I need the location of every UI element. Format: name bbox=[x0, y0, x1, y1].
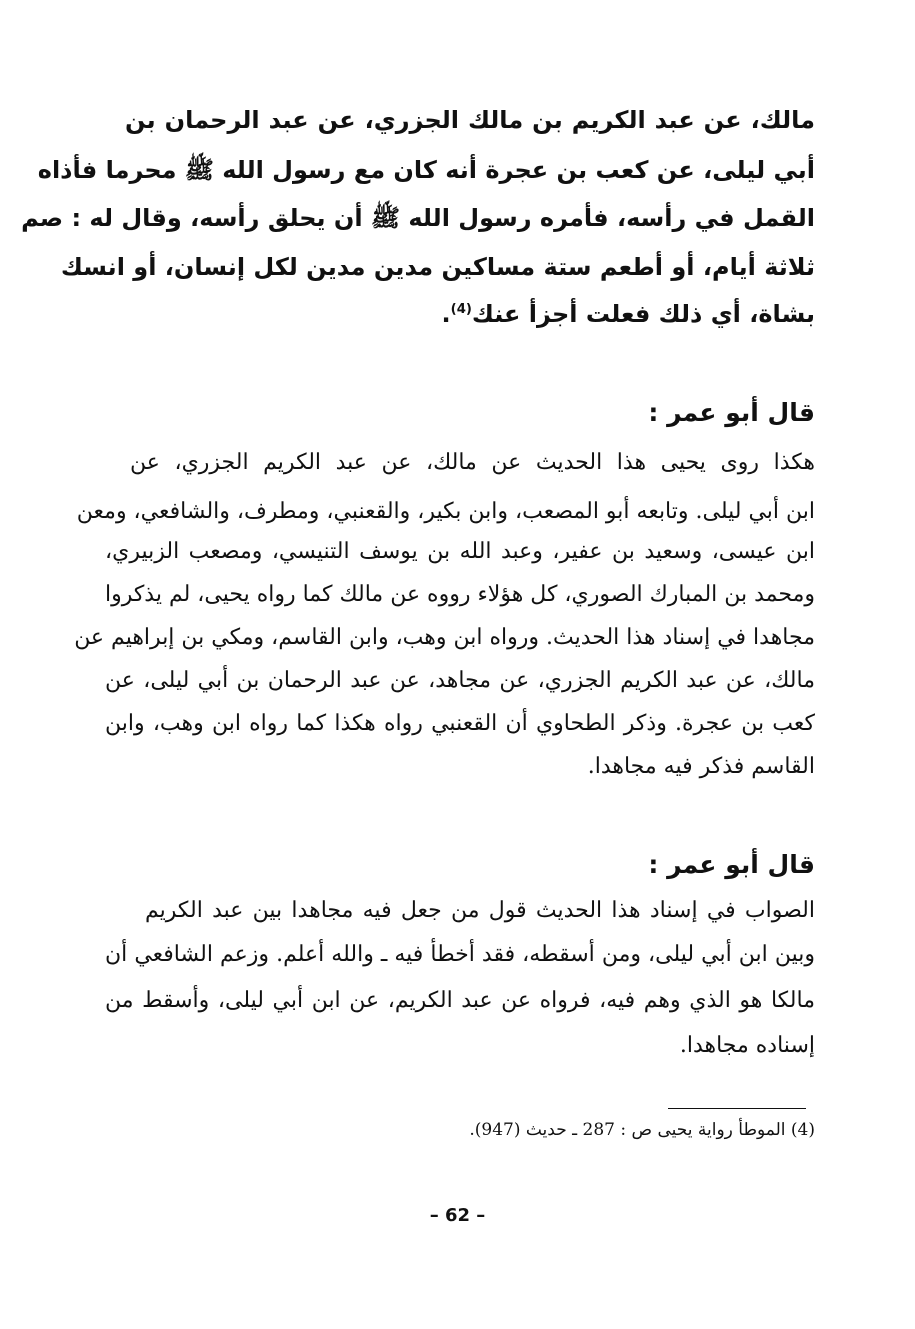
text-line: القاسم فذكر فيه مجاهدا. bbox=[587, 754, 815, 779]
text-line: وبين ابن أبي ليلى، ومن أسقطه، فقد أخطأ فيه ـ والله أعلم. وزعم الشافعي أن bbox=[105, 942, 815, 967]
section-heading: قال أبو عمر : bbox=[648, 850, 815, 879]
text-line: الصواب في إسناد هذا الحديث قول من جعل فيه مجاهدا بين عبد الكريم bbox=[145, 898, 815, 923]
text-line: مالك، عن عبد الكريم بن مالك الجزري، عن عبد الرحمان بن bbox=[125, 106, 815, 134]
text-line: ومحمد بن المبارك الصوري، كل هؤلاء رووه عن مالك كما رواه يحيى، لم يذكروا bbox=[104, 582, 815, 607]
section-heading: قال أبو عمر : bbox=[648, 398, 815, 427]
text-line: ثلاثة أيام، أو أطعم ستة مساكين مدين مدين لكل إنسان، أو انسك bbox=[60, 253, 815, 281]
footnote-marker: (4) bbox=[450, 302, 472, 317]
sentence-end: . bbox=[441, 300, 451, 328]
text-line: هكذا روى يحيى هذا الحديث عن مالك، عن عبد الكريم الجزري، عن bbox=[130, 450, 815, 475]
page-number: – 62 – bbox=[429, 1205, 486, 1226]
text-line: القمل في رأسه، فأمره رسول الله ﷺ أن يحلق رأسه، وقال له : صم bbox=[21, 204, 815, 232]
text-line: إسناده مجاهدا. bbox=[679, 1033, 815, 1058]
text-line-content: بشاة، أي ذلك فعلت أجزأ عنك bbox=[471, 300, 815, 328]
footnote-separator bbox=[668, 1108, 806, 1109]
text-line bbox=[105, 302, 815, 342]
text-line: مالكا هو الذي وهم فيه، فرواه عن عبد الكريم، عن ابن أبي ليلى، وأسقط من bbox=[105, 988, 815, 1013]
text-line: أبي ليلى، عن كعب بن عجرة أنه كان مع رسول الله ﷺ محرما فأذاه bbox=[37, 156, 815, 184]
footnote: (4) الموطأ رواية يحيى ص : 287 ـ حديث (947). bbox=[469, 1120, 815, 1140]
text-line: ابن عيسى، وسعيد بن عفير، وعبد الله بن يوسف التنيسي، ومصعب الزبيري، bbox=[105, 539, 815, 564]
text-line: مجاهدا في إسناد هذا الحديث. ورواه ابن وهب، وابن القاسم، ومكي بن إبراهيم عن bbox=[74, 625, 815, 650]
text-line: ابن أبي ليلى. وتابعه أبو المصعب، وابن بكير، والقعنبي، ومطرف، والشافعي، ومعن bbox=[76, 499, 815, 524]
text-line: مالك، عن عبد الكريم الجزري، عن مجاهد، عن عبد الرحمان بن أبي ليلى، عن bbox=[105, 668, 815, 693]
text-line: كعب بن عجرة. وذكر الطحاوي أن القعنبي رواه هكذا كما رواه ابن وهب، وابن bbox=[105, 711, 815, 736]
